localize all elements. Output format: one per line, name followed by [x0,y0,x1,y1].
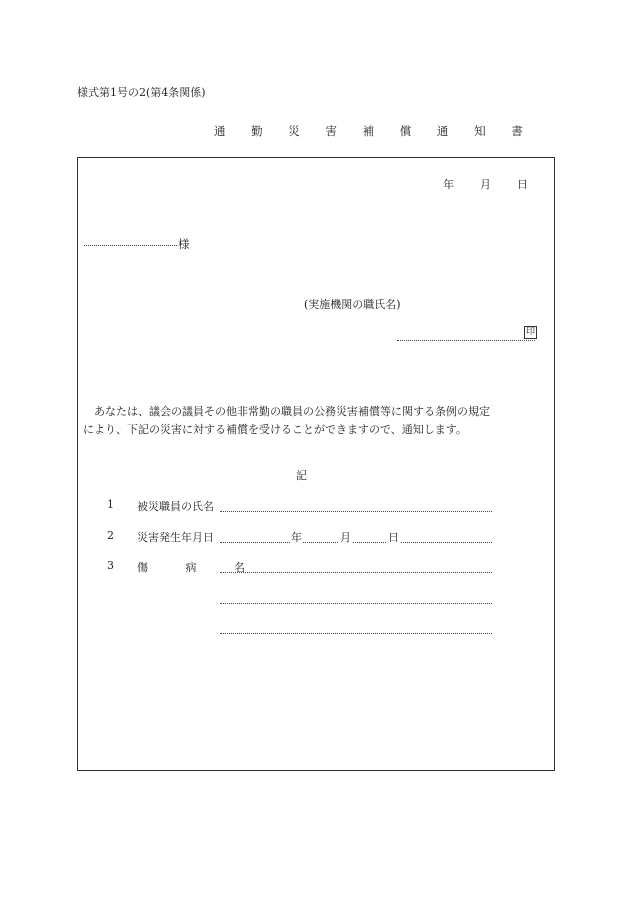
item-2-number: 2 [107,529,114,542]
date-year-label: 年 [443,178,454,191]
item-2-year-label: 年 [291,531,302,544]
date-day-label: 日 [517,178,528,191]
item-2-label: 災害発生年月日 [137,531,214,544]
item-3-entry-line [220,572,492,573]
item-3-entry-line-3 [220,633,492,634]
item-3-label: 傷 病 名 [137,561,262,574]
item-2-month-label: 月 [340,531,351,544]
item-3-number: 3 [107,559,114,572]
notice-body-line-1: あなたは、議会の議員その他非常勤の職員の公務災害補償等に関する条例の規定 [94,405,490,418]
item-3-entry-line-2 [220,603,492,604]
seal-mark: 印 [525,327,535,337]
item-1-number: 1 [107,498,114,511]
form-number: 様式第1号の2(第4条関係) [77,86,206,99]
ki-heading: 記 [296,469,307,482]
addressee-name-line [84,245,177,246]
agency-label: (実施機関の職氏名) [304,298,401,311]
item-2-entry-line [220,542,492,543]
issue-date [443,176,528,192]
date-month-label: 月 [480,178,491,191]
form-frame [77,157,555,771]
agency-name-line [397,340,535,341]
item-1-label: 被災職員の氏名 [137,500,214,513]
notice-body-line-2: により、下記の災害に対する補償を受けることができますので、通知します。 [83,423,467,436]
item-1-entry-line [220,511,492,512]
document-title: 通 勤 災 害 補 償 通 知 書 [214,124,534,138]
addressee-suffix: 様 [178,237,190,251]
notice-body [83,403,538,439]
item-2-day-label: 日 [388,531,399,544]
